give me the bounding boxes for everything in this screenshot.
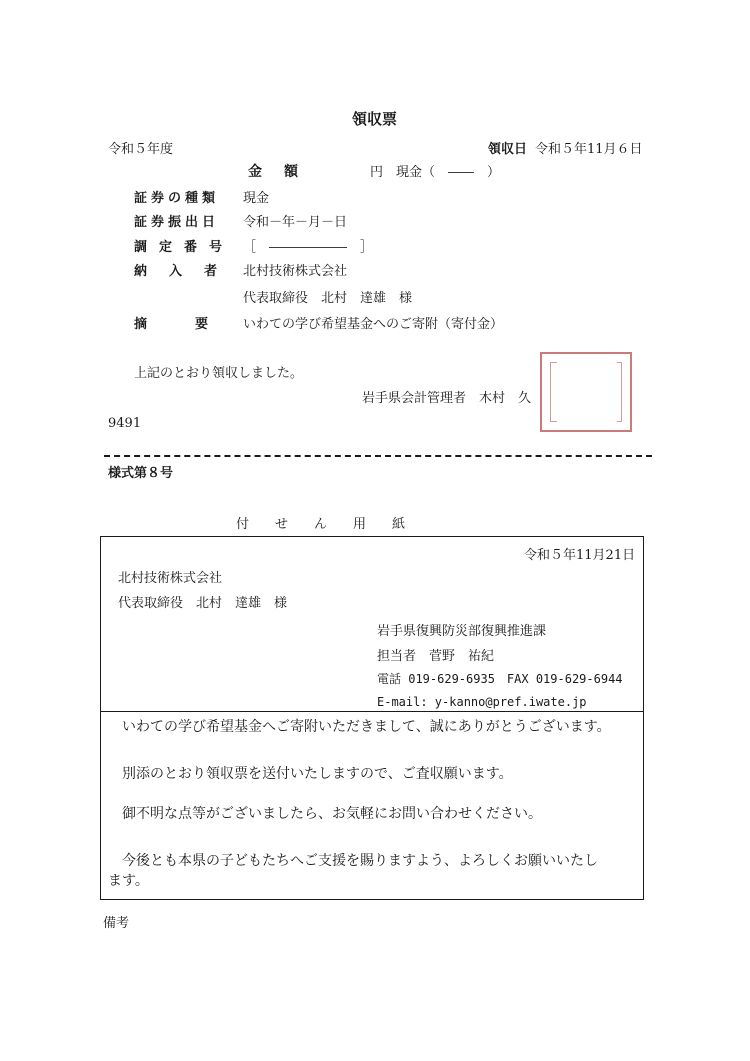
field-value-summary: いわての学び希望基金へのご寄附（寄付金） xyxy=(243,317,504,332)
fiscal-year: 令和５年度 xyxy=(108,142,174,157)
field-value-payer-representative: 代表取締役 北村 達雄 様 xyxy=(243,291,413,306)
field-label-assessment-number: 調定番号 xyxy=(134,240,235,255)
message-paragraph-3: 御不明な点等がございましたら、お気軽にお問い合わせください。 xyxy=(122,806,542,822)
remarks-label: 備考 xyxy=(103,916,130,931)
field-label-issue-date: 証券振出日 xyxy=(134,215,220,230)
field-label-security-type: 証券の種類 xyxy=(134,191,220,206)
receipt-title: 領収票 xyxy=(352,110,398,128)
issuer: 岩手県会計管理者 木村 久 xyxy=(362,391,532,406)
sender-phone: 電話 019-629-6935 FAX 019-629-6944 xyxy=(377,672,623,686)
field-label-payer: 納入者 xyxy=(134,264,240,279)
amount-label: 金 額 xyxy=(248,164,302,180)
receipt-date: 令和５年11月６日 xyxy=(535,142,643,157)
message-paragraph-2: 別添のとおり領収票を送付いたしますので、ご査収願います。 xyxy=(122,766,513,782)
fusen-title: 付 せ ん 用 紙 xyxy=(236,517,406,532)
field-value-security-type: 現金 xyxy=(243,191,270,206)
field-value-payer: 北村技術株式会社 xyxy=(243,264,348,279)
receipt-code: 9491 xyxy=(108,416,142,431)
sender-department: 岩手県復興防災部復興推進課 xyxy=(377,624,547,639)
field-label-summary: 摘要 xyxy=(134,317,257,332)
cut-line xyxy=(104,455,652,457)
fusen-date: 令和５年11月21日 xyxy=(524,548,636,563)
cash-text: 現金（ ―― ） xyxy=(396,165,501,180)
sender-contact: 担当者 菅野 祐紀 xyxy=(377,649,495,664)
message-paragraph-4-cont: ます。 xyxy=(108,873,149,889)
form-number: 様式第８号 xyxy=(108,466,174,481)
amount-unit: 円 xyxy=(370,165,384,180)
field-value-issue-date: 令和－年－月－日 xyxy=(243,215,348,230)
message-paragraph-4: 今後とも本県の子どもたちへご支援を賜りますよう、よろしくお願いいたし xyxy=(122,853,598,869)
fusen-divider xyxy=(101,711,643,712)
recipient-company: 北村技術株式会社 xyxy=(118,571,223,586)
received-text: 上記のとおり領収しました。 xyxy=(134,366,304,381)
message-paragraph-1: いわての学び希望基金へご寄附いただきまして、誠にありがとうございます。 xyxy=(122,719,611,735)
seal-redaction xyxy=(557,358,617,424)
recipient-person: 代表取締役 北村 達雄 様 xyxy=(118,596,288,611)
receipt-date-label: 領収日 xyxy=(488,142,528,157)
field-value-assessment-number: ［ ―――――― ］ xyxy=(243,240,374,255)
sender-email: E-mail: y-kanno@pref.iwate.jp xyxy=(377,695,587,709)
